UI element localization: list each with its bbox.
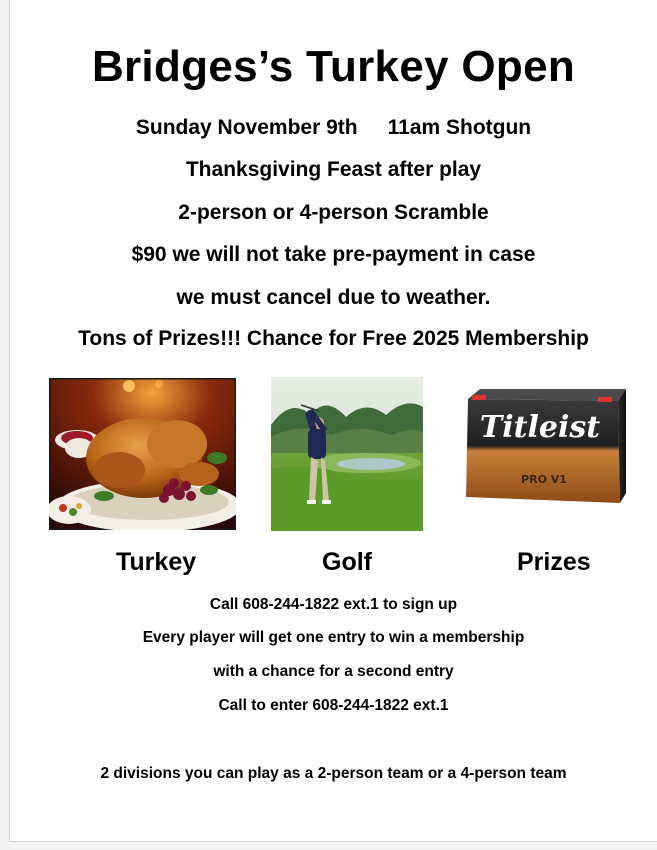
entry-line-2: with a chance for a second entry <box>213 663 454 680</box>
prizes-line: Tons of Prizes!!! Chance for Free 2025 Membership <box>78 327 589 350</box>
golf-ball-box-photo <box>460 385 628 510</box>
entry-line-1: Every player will get one entry to win a membership <box>142 629 525 646</box>
format-line: 2-person or 4-person Scramble <box>178 201 489 224</box>
roast-turkey-photo <box>49 378 236 530</box>
flyer-page <box>9 0 657 842</box>
prize-box-brand: Titleist <box>479 410 601 445</box>
event-date: Sunday November 9th <box>135 116 358 139</box>
prize-box-model: PRO V1 <box>521 473 567 486</box>
entry-line-3: Call to enter 608-244-1822 ext.1 <box>218 697 449 714</box>
price-line-1: $90 we will not take pre-payment in case <box>131 243 536 266</box>
event-date-time <box>10 116 657 140</box>
golfer-photo <box>271 377 423 531</box>
turkey-caption: Turkey <box>116 548 197 576</box>
signup-line: Call 608-244-1822 ext.1 to sign up <box>209 596 458 613</box>
event-start: 11am Shotgun <box>387 116 532 139</box>
price-line-2: we must cancel due to weather. <box>176 286 491 309</box>
prizes-caption: Prizes <box>517 548 591 576</box>
event-title: Bridges’s Turkey Open <box>91 42 576 91</box>
golf-caption: Golf <box>322 548 372 576</box>
feast-line: Thanksgiving Feast after play <box>185 158 482 181</box>
divisions-line: 2 divisions you can play as a 2-person team or a 4-person team <box>100 765 567 782</box>
